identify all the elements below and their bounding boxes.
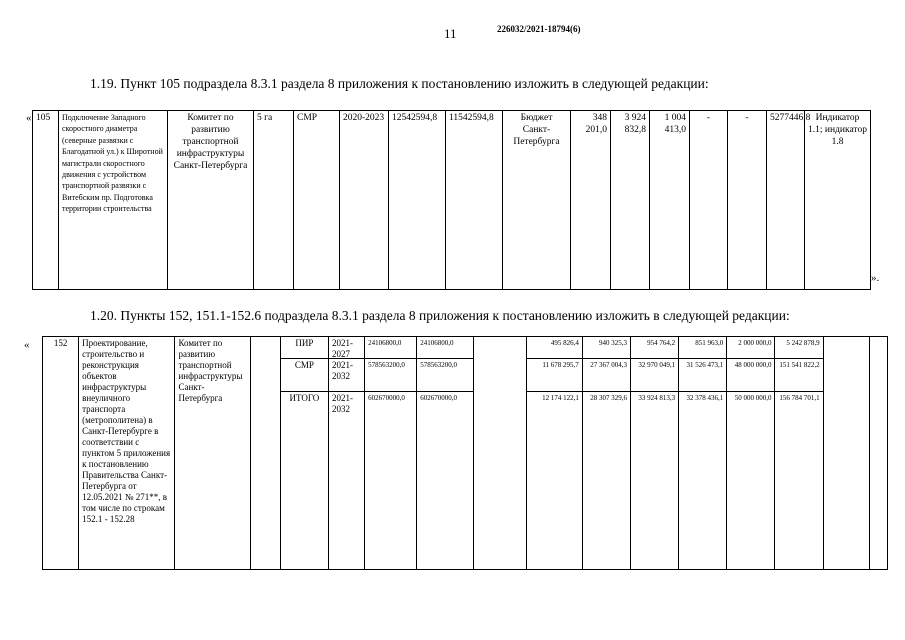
- agency: Комитет по развитию транспортной инфраструктуры Санкт-Петербурга: [168, 111, 254, 290]
- total-value: 156 784 701,1: [779, 394, 820, 402]
- open-quote: «: [26, 112, 32, 124]
- indicator: Индикатор 1.1; индикатор 1.8: [805, 111, 871, 290]
- open-quote: «: [24, 339, 30, 351]
- period: 2021-2032: [331, 393, 353, 414]
- cost-limit: 602670000,0: [420, 394, 458, 402]
- table-item-105: [32, 110, 871, 290]
- work-type-column: [280, 337, 328, 570]
- year-value-2: 27 367 004,3: [583, 359, 630, 392]
- period: 2020-2023: [340, 111, 389, 290]
- cost-limit: 24106800,0: [417, 337, 473, 359]
- funding-source: Бюджет Санкт-Петербурга: [503, 111, 571, 290]
- year-value-2: 28 307 329,6: [590, 394, 627, 402]
- indicator: [823, 337, 869, 570]
- year-value-1: 12 174 122,1: [542, 394, 579, 402]
- year-3-column: [630, 337, 678, 570]
- period: 2021-2032: [329, 359, 364, 392]
- year-value-5: 48 000 000,0: [727, 359, 774, 392]
- section-heading-1-19: 1.19. Пункт 105 подраздела 8.3.1 раздела 8 приложения к постановлению изложить в следующей редакции:: [90, 76, 709, 91]
- object-name: Проектирование, строительство и реконструкция объектов инфраструктуры внеуличного транспорта (метрополитена) в Санкт-Петербурге в соответствии с пунктом 5 приложения к постановлению Правительства Санкт-Петербурга от 12.05.2021 № 271**, в том числе по строкам 152.1 - 152.28: [79, 337, 175, 570]
- cost-estimate: 24106800,0: [365, 337, 416, 359]
- year-value-4: -: [690, 111, 728, 290]
- row-number: 105: [33, 111, 59, 290]
- year-value-1: 11 678 295,7: [527, 359, 582, 392]
- work-type: СМР: [294, 111, 340, 290]
- year-value-3: 33 924 813,3: [638, 394, 676, 402]
- table-row: [33, 111, 871, 290]
- year-value-5: -: [728, 111, 767, 290]
- agency: Комитет по развитию транспортной инфраструктуры Санкт-Петербурга: [175, 337, 250, 570]
- year-5-column: [727, 337, 775, 570]
- period: 2021-2027: [329, 337, 364, 359]
- cost-estimate: 602670000,0: [368, 394, 405, 402]
- year-value-4: 32 378 436,1: [686, 394, 724, 402]
- year-2-column: [582, 337, 630, 570]
- year-1-column: [526, 337, 582, 570]
- table-row: [43, 337, 888, 570]
- section-heading-1-20: 1.20. Пункты 152, 151.1-152.6 подраздела 8.3.1 раздела 8 приложения к постановлению изложить в следующей редакции:: [90, 308, 790, 323]
- year-value-5: 2 000 000,0: [727, 337, 774, 359]
- period-column: [328, 337, 364, 570]
- year-4-column: [679, 337, 727, 570]
- total-column: [775, 337, 823, 570]
- total-value: 5277446,8: [767, 111, 805, 290]
- cost-estimate: 578563200,0: [365, 359, 416, 392]
- cost-estimate-column: [365, 337, 417, 570]
- year-value-2: 940 325,3: [583, 337, 630, 359]
- funding-source: [474, 337, 526, 570]
- work-type: ПИР: [281, 337, 328, 359]
- year-value-5: 50 000 000,0: [734, 394, 772, 402]
- year-value-2: 3 924 832,8: [611, 111, 650, 290]
- work-type: СМР: [281, 359, 328, 392]
- cost-estimate: 12542594,8: [389, 111, 446, 290]
- year-value-3: 954 764,2: [631, 337, 678, 359]
- work-type: ИТОГО: [289, 393, 320, 403]
- year-value-3: 32 970 049,1: [631, 359, 678, 392]
- cost-limit: 11542594,8: [446, 111, 503, 290]
- year-value-3: 1 004 413,0: [650, 111, 690, 290]
- object-name: Подключение Западного скоростного диаметра (северные развязки с Благодатной ул.) к Широтной магистрали скоростного движения с устройством транспортной развязки с Витебским пр. Подготовка территории строительства: [59, 111, 168, 290]
- empty-cell: [869, 337, 887, 570]
- total-value: 151 541 822,2: [775, 359, 822, 392]
- row-number: 152: [43, 337, 79, 570]
- year-value-4: 31 526 473,1: [679, 359, 726, 392]
- document-id: 226032/2021-18794(6): [497, 24, 581, 34]
- table-item-152: [42, 336, 888, 570]
- capacity: [250, 337, 280, 570]
- year-value-1: 495 826,4: [527, 337, 582, 359]
- cost-limit: 578563200,0: [417, 359, 473, 392]
- total-value: 5 242 878,9: [775, 337, 822, 359]
- capacity: 5 га: [254, 111, 294, 290]
- year-value-1: 348 201,0: [571, 111, 611, 290]
- page-number: 11: [444, 26, 457, 41]
- cost-limit-column: [417, 337, 474, 570]
- year-value-4: 851 963,0: [679, 337, 726, 359]
- close-quote: ».: [871, 272, 880, 284]
